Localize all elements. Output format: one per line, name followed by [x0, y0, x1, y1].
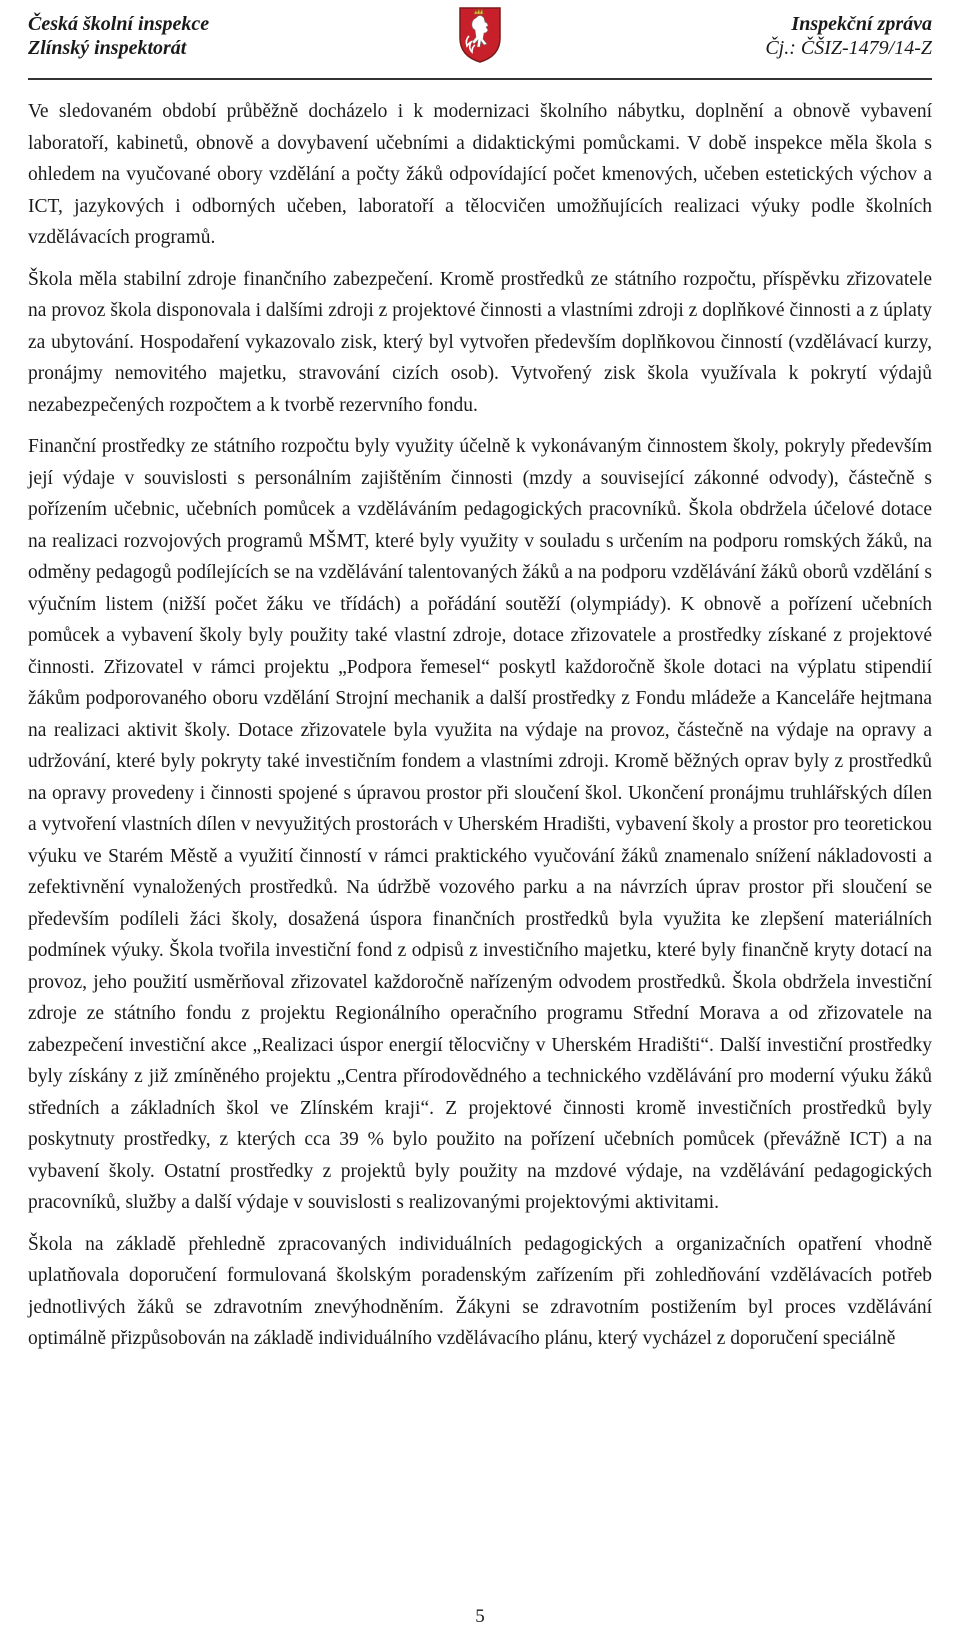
coat-of-arms-icon	[458, 6, 502, 64]
page-number: 5	[475, 1606, 485, 1627]
paragraph-budget-usage: Finanční prostředky ze státního rozpočtu byly využity účelně k vykonávaným činnostem školy, pokryly především její výdaje v souvislosti s personálním zajištěním činnosti (mzdy a související zákonné odvody), částečně s pořízením učebnic, učebních pomůcek a vzděláváním pedagogických pracovníků. Škola obdržela účelové dotace na realizaci rozvojových programů MŠMT, které byly využity v souladu s určením na podporu romských žáků, na odměny pedagogů podílejících se na vzdělávání talentovaných žáků a na podporu vzdělávání žáků oborů vzdělání s výučním listem (nižší počet žáku ve třídách) a pořádání soutěží (olympiády). K obnově a pořízení učebních pomůcek a vybavení školy byly použity také vlastní zdroje, dotace zřizovatele a prostředky získané z projektové činnosti. Zřizovatel v rámci projektu „Podpora řemesel“ poskytl každoročně škole dotaci na výplatu stipendií žákům podporovaného oboru vzdělání Strojní mechanik a další prostředky z Fondu mládeže a Kanceláře hejtmana na realizaci aktivit školy. Dotace zřizovatele byla využita na výdaje na provoz, částečně na výdaje na opravy a udržování, které byly pokryty také investičním fondem a vlastními zdroji. Kromě běžných oprav byly z prostředků na opravy provedeny i činnosti spojené s úpravou prostor při sloučení škol. Ukončení pronájmu truhlářských dílen a vytvoření vlastních dílen v nevyužitých prostorách v Uherském Hradišti, vybavení školy a prostor pro teoretickou výuku ve Starém Městě a využití činností v rámci praktického vyučování žáků znamenalo snížení nákladovosti a zefektivnění vynaložených prostředků. Na údržbě vozového parku a na návrzích úprav prostor při sloučení se především podíleli žáci školy, dosažená úspora finančních prostředků byla využita ke zlepšení materiálních podmínek výuky. Škola tvořila investiční fond z odpisů z investičního majetku, které byly finančně kryty dotací na provoz, jeho použití usměrňoval zřizovatel každoročně nařízeným odvodem prostředků. Škola obdržela investiční zdroje ze státního fondu z projektu Regionálního operačního programu Střední Morava a od zřizovatele na zabezpečení investiční akce „Realizaci úspor energií tělocvičny v Uherském Hradišti“. Další investiční prostředky byly získány z již zmíněného projektu „Centra přírodovědného a technického vzdělávání pro moderní výuku žáků středních a základních škol ve Zlínském kraji“. Z projektové činnosti kromě investičních prostředků byly poskytnuty prostředky, z kterých cca 39 % bylo použito na pořízení učebních pomůcek (převážně ICT) a na vybavení školy. Ostatní prostředky z projektů byly použity na mzdové výdaje, na vzdělávání pedagogických pracovníků, služby a další výdaje v souvislosti s realizovanými projektovými aktivitami.	[28, 436, 932, 1213]
header-organization	[28, 12, 209, 60]
org-name: Česká školní inspekce	[28, 13, 210, 35]
document-type: Inspekční zpráva	[791, 13, 932, 35]
paragraph-facilities: Ve sledovaném období průběžně docházelo i k modernizaci školního nábytku, doplnění a obnově vybavení laboratoří, kabinetů, obnově a dovybavení učebními a didaktickými pomůckami. V době inspekce měla škola s ohledem na vyučované obory vzdělání a počty žáků odpovídající počet kmenových, učeben estetických výchov a ICT, jazykových i odborných učeben, laboratoří a tělocvičen umožňujících realizaci výuky podle školních vzdělávacích programů.	[28, 101, 932, 248]
header-divider	[28, 78, 932, 80]
header-document-info	[765, 12, 932, 60]
page-header	[28, 12, 932, 72]
paragraph-financing: Škola měla stabilní zdroje finančního zabezpečení. Kromě prostředků ze státního rozpočtu, příspěvku zřizovatele na provoz škola disponovala i dalšími zdroji z projektové činnosti a vlastními zdroji z doplňkové činnosti a z úplaty za ubytování. Hospodaření vykazovalo zisk, který byl vytvořen především doplňkovou činností (vzdělávací kurzy, pronájmy nemovitého majetku, stravování cizích osob). Vytvořený zisk škola využívala k pokrytí výdajů nezabezpečených rozpočtem a k tvorbě rezervního fondu.	[28, 268, 932, 416]
paragraph-special-needs: Škola na základě přehledně zpracovaných individuálních pedagogických a organizačních opatření vhodně uplatňovala doporučení formulovaná školským poradenským zařízením při zohledňování vzdělávacích potřeb jednotlivých žáků se zdravotním znevýhodněním. Žákyni se zdravotním postižením byl proces vzdělávání optimálně přizpůsobován na základě individuálního vzdělávacího plánu, který vycházel z doporučení speciálně	[28, 1233, 932, 1349]
report-body	[28, 96, 932, 1365]
reference-number: Čj.: ČŠIZ-1479/14-Z	[765, 37, 932, 59]
org-unit: Zlínský inspektorát	[28, 37, 187, 59]
